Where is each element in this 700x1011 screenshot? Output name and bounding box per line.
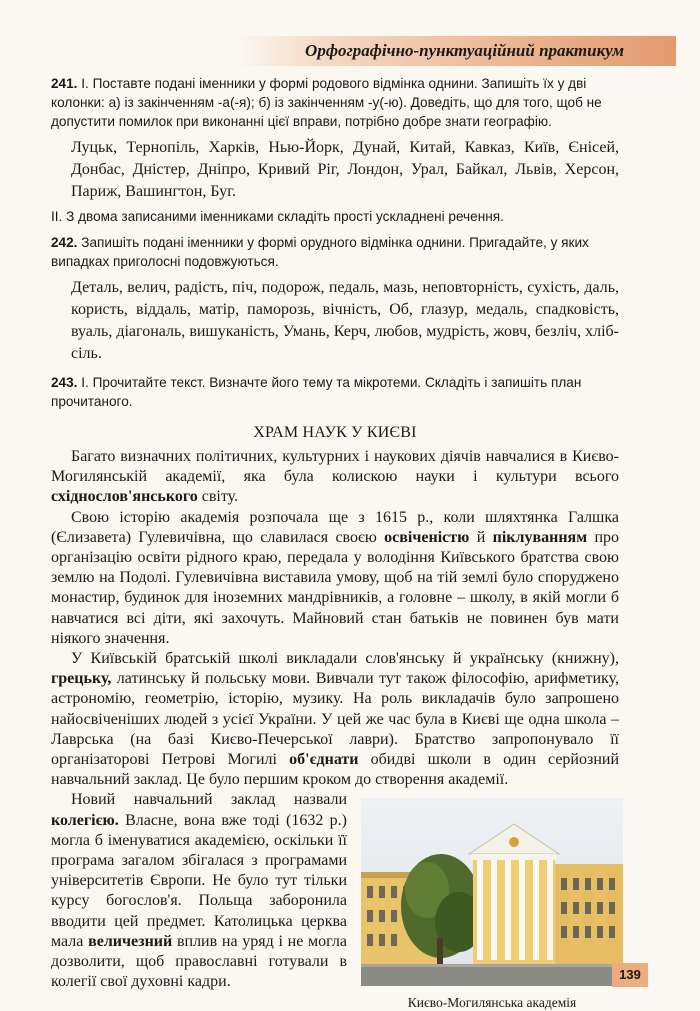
text-paragraph-3: У Київській братській школі викладали слов'янську й українську (книжну), грецьку, латинську й польську мови. Вивчали тут також філософію, арифметику, астрономію, геометрію, історію, музику. На роль викладачів було запрошено найосвіченіших людей з усієї України. У цей же час була в Києві ще одна школа – Лаврська (на базі Києво-Печерської лаври). Братство запропонувало її організаторові Петрові Могилі об'єднати обидві школи в один серйозний навчальний заклад. Це було першим кроком до створення академії. (51, 650, 620, 789)
text-paragraph-4: Новий навчальний заклад назвали колегією. Власне, вона вже тоді (1632 р.) могла б іменуватися академією, оскільки її програма загалом збігалася з програмами університетів Європи. Не було тут тільки курсу богослов'я. Польща заборонила вводити цей предмет. Католицька церква мала величезний вплив на уряд і не могла дозволити, щоб православні готували в колегії свої духовні кадри. (51, 791, 348, 991)
photo-caption: Києво-Могилянська академія (407, 995, 577, 1011)
exercise-242-words: Деталь, велич, радість, піч, подорож, педаль, мазь, неповторність, сухість, даль, користь, віддаль, матір, паморозь, вічність, Об, глазур, медаль, спадковість, вуаль, діагональ, вишуканість, Умань, Керч, любов, мудрість, жовч, безліч, хліб-сіль. (71, 279, 619, 362)
section-header (236, 36, 676, 66)
academy-photo-block (361, 798, 623, 1011)
exercise-242-instruction: 242. Запишіть подані іменники у формі орудного відмінка однини. Пригадайте, у яких випадках приголосні подовжуються. (51, 235, 589, 269)
text-title: ХРАМ НАУК У КИЄВІ (253, 424, 417, 441)
exercise-241-part2: ІІ. З двома записаними іменниками складіть прості ускладнені речення. (51, 209, 504, 224)
exercise-241-words: Луцьк, Тернопіль, Харків, Нью-Йорк, Дунай, Китай, Кавказ, Київ, Єнісей, Донбас, Дністер, Дніпро, Кривий Ріг, Лондон, Урал, Байкал, Львів, Херсон, Париж, Вашингтон, Буг. (71, 139, 619, 200)
exercise-243-instruction: 243. І. Прочитайте текст. Визначте його тему та мікротеми. Складіть і запишіть план прочитаного. (51, 375, 582, 409)
text-paragraph-2: Свою історію академія розпочала ще з 1615 р., коли шляхтянка Галшка (Єлизавета) Гулевичівна, що славилася своєю освіченістю й піклуванням про організацію освіти рідного краю, передала у володіння Київського братства свою землю на Подолі. Гулевичівна виставила умову, щоб на тій землі було споруджено монастир, будинок для іноземних мандрівників, а головне – школу, в якій могли б навчатися всі діти, які захочуть. Майновий стан батьків не повинен був мати ніякого значення. (51, 508, 620, 647)
page-number: 139 (612, 963, 648, 987)
exercise-241-instruction: 241. І. Поставте подані іменники у формі родового відмінка однини. Запишіть їх у дві колонки: а) із закінченням -а(-я); б) із закінченням -у(-ю). Доведіть, що для того, щоб не допустити помилок при виконанні цієї вправи, потрібно добре знати географію. (51, 76, 602, 129)
exercise-number: 242. (51, 235, 78, 250)
page-content (51, 74, 619, 1011)
academy-building-photo (361, 798, 623, 986)
text-paragraph-1: Багато визначних політичних, культурних і наукових діячів навчалися в Києво-Могилянській академії, яка була колискою науки і культури всього східнослов'янського світу. (51, 448, 619, 506)
section-title: Орфографічно-пунктуаційний практикум (305, 41, 624, 60)
exercise-number: 241. (51, 76, 78, 91)
exercise-number: 243. (51, 375, 78, 390)
